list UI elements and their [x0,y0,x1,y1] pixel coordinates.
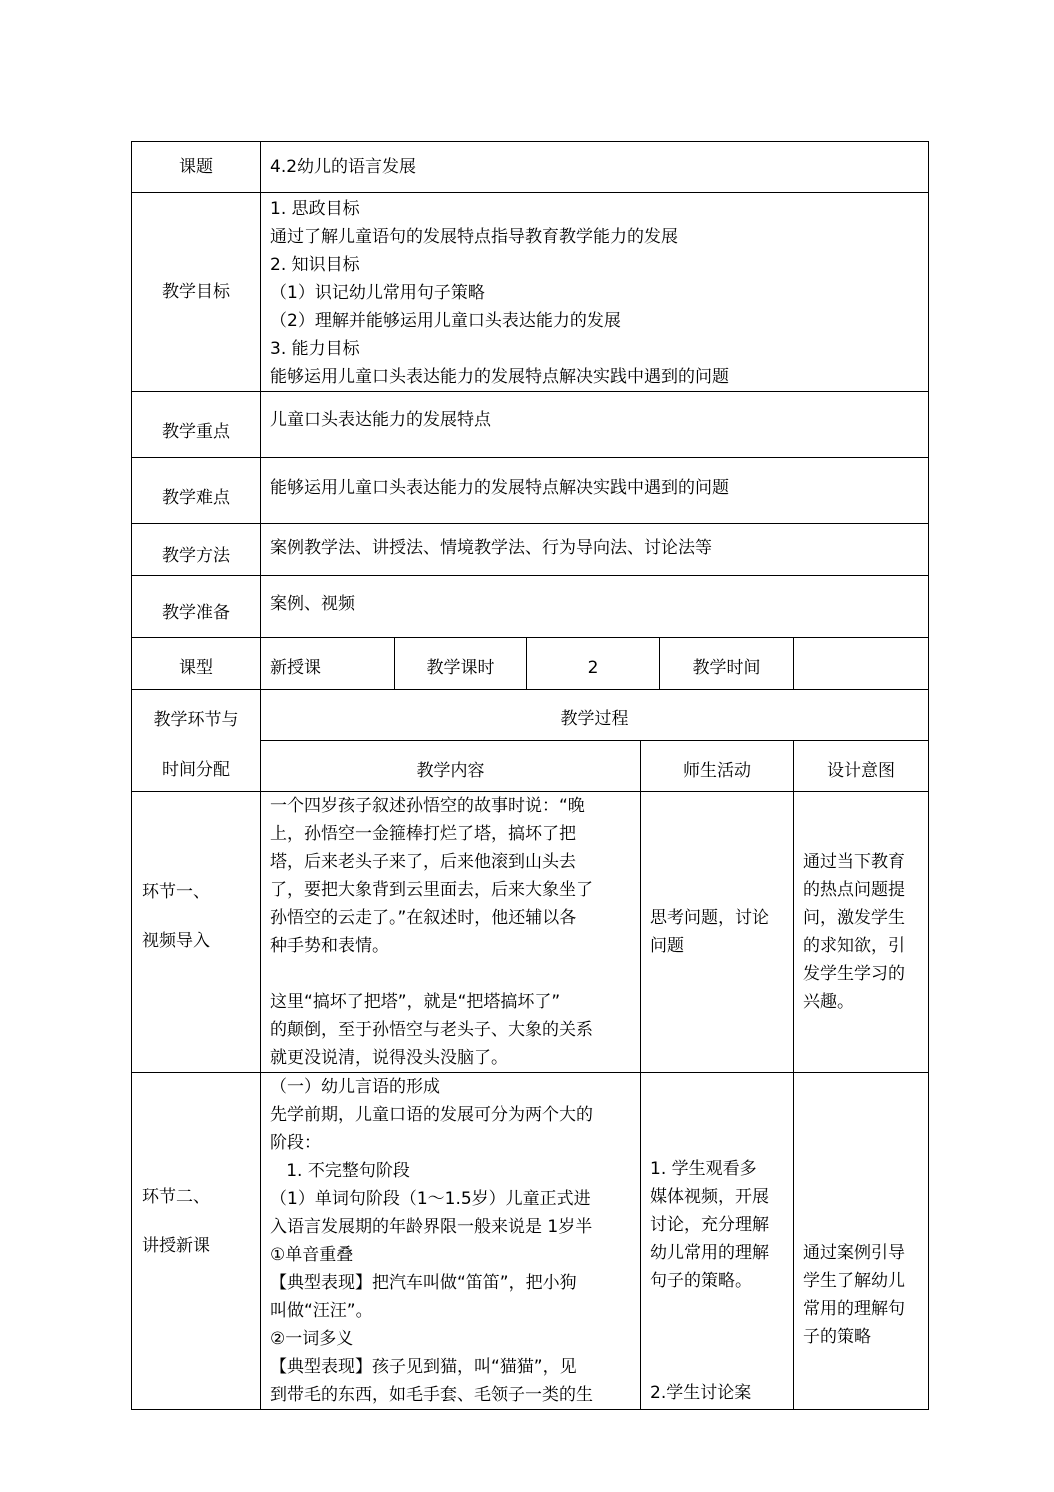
stage-name: 环节二、 讲授新课 [132,1073,261,1410]
difficulty-row [132,458,929,524]
objectives-content [261,193,929,392]
stage-column-label: 教学环节与 时间分配 [132,690,261,792]
stage-intent: 通过案例引导 学生了解幼儿 常用的理解句 子的策略 [794,1073,929,1410]
content-column-header: 教学内容 [261,741,641,792]
methods-row [132,524,929,576]
stage-activity: 1. 学生观看多 媒体视频，开展 讨论，充分理解 幼儿常用的理解 句子的策略。 2.学生讨论案 [641,1073,794,1410]
stage-activity: 思考问题，讨论 问题 [641,792,794,1073]
objective-line: 能够运用儿童口头表达能力的发展特点解决实践中遇到的问题 [270,367,729,387]
stage-intent: 通过当下教育 的热点问题提 问，激发学生 的求知欲，引 发学生学习的 兴趣。 [794,792,929,1073]
methods-value: 案例教学法、讲授法、情境教学法、行为导向法、讨论法等 [261,524,929,576]
key-point-label: 教学重点 [132,392,261,458]
process-header-row [132,690,929,741]
methods-label: 教学方法 [132,524,261,576]
activity-column-header: 师生活动 [641,741,794,792]
stage-row [132,792,929,1073]
objectives-label: 教学目标 [132,193,261,392]
stage-content: （一）幼儿言语的形成 先学前期，儿童口语的发展可分为两个大的 阶段： 1. 不完整句阶段 （1）单词句阶段（1～1.5岁）儿童正式进 入语言发展期的年龄界限一般来说是 1岁半 ①单音重叠 【典型表现】把汽车叫做“笛笛”，把小狗 叫做“汪汪”。 ②一词多义 【典型表现】孩子见到猫，叫“猫猫”，见 到带毛的东西，如毛手套、毛领子一类的生 [261,1073,641,1410]
lesson-time-label: 教学时间 [660,638,794,690]
objective-line: （1）识记幼儿常用句子策略 [270,283,485,303]
topic-value: 4.2幼儿的语言发展 [261,142,929,193]
difficulty-label: 教学难点 [132,458,261,524]
stage-row [132,1073,929,1410]
process-header: 教学过程 [261,690,929,741]
lesson-info-row [132,638,929,690]
lesson-hours-value: 2 [527,638,660,690]
preparation-label: 教学准备 [132,576,261,638]
difficulty-value: 能够运用儿童口头表达能力的发展特点解决实践中遇到的问题 [261,458,929,524]
objective-line: （2）理解并能够运用儿童口头表达能力的发展 [270,311,621,331]
key-point-value: 儿童口头表达能力的发展特点 [261,392,929,458]
preparation-value: 案例、视频 [261,576,929,638]
objective-line: 3. 能力目标 [270,339,360,359]
objective-line: 通过了解儿童语句的发展特点指导教育教学能力的发展 [270,227,678,247]
objective-line: 1. 思政目标 [270,199,360,219]
topic-label: 课题 [132,142,261,193]
preparation-row [132,576,929,638]
lesson-type-label: 课型 [132,638,261,690]
lesson-hours-label: 教学课时 [395,638,527,690]
lesson-type-value: 新授课 [261,638,395,690]
key-point-row [132,392,929,458]
intent-column-header: 设计意图 [794,741,929,792]
lesson-time-value [794,638,929,690]
lesson-plan-table [131,141,929,1410]
stage-name: 环节一、 视频导入 [132,792,261,1073]
objectives-row [132,193,929,392]
topic-row [132,142,929,193]
stage-content: 一个四岁孩子叙述孙悟空的故事时说：“晚 上，孙悟空一金箍棒打烂了塔，搞坏了把 塔，后来老头子来了，后来他滚到山头去 了，要把大象背到云里面去，后来大象坐了 孙悟空的云走了。”在叙述时，他还辅以各 种手势和表情。 这里“搞坏了把塔”，就是“把塔搞坏了” 的颠倒，至于孙悟空与老头子、大象的关系 就更没说清，说得没头没脑了。 [261,792,641,1073]
objective-line: 2. 知识目标 [270,255,360,275]
